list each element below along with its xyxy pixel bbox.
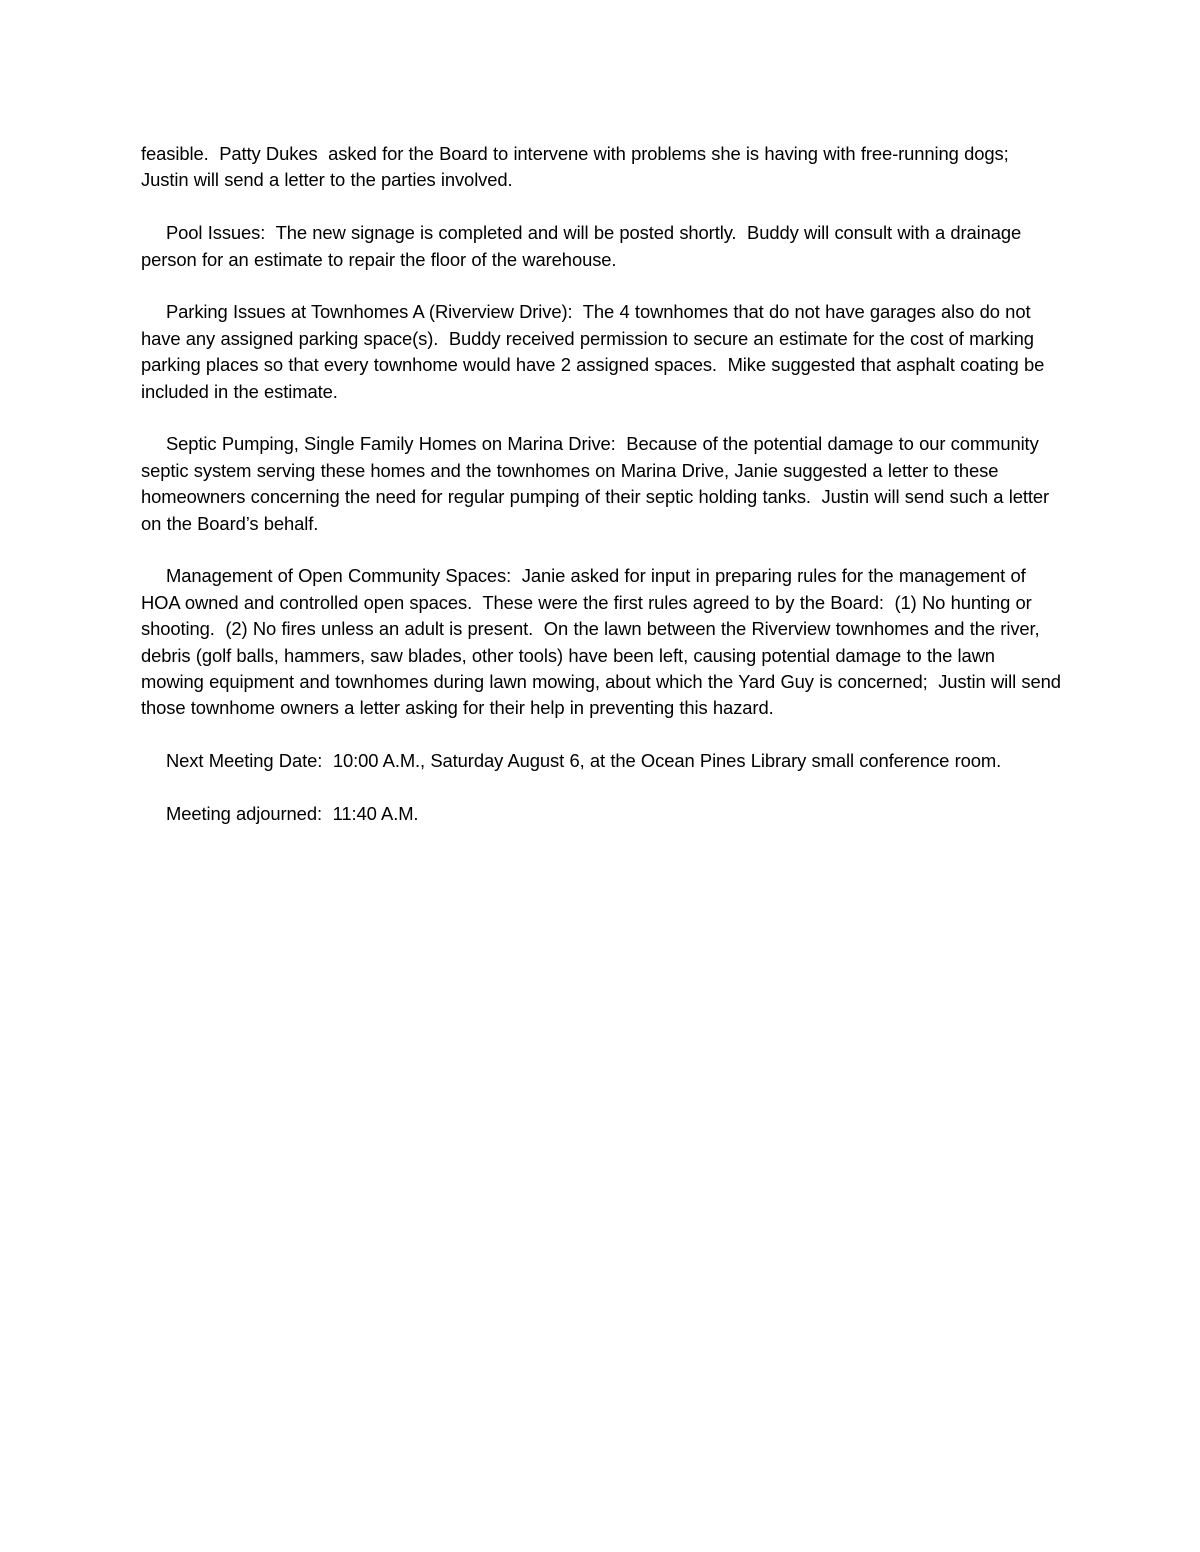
paragraph-pool-issues <box>141 220 1061 273</box>
paragraph-septic-pumping <box>141 431 1061 537</box>
paragraph-text: Pool Issues: The new signage is completed and will be posted shortly. Buddy will consult with a drainage person for an estimate to repair the floor of the warehouse. <box>141 222 1027 270</box>
paragraph-open-community-spaces <box>141 563 1067 721</box>
paragraph-text: feasible. Patty Dukes asked for the Board to intervene with problems she is having with free-running dogs; Justin will send a letter to the parties involved. <box>141 143 1020 191</box>
paragraph-text: Management of Open Community Spaces: Janie asked for input in preparing rules for the management of HOA owned and controlled open spaces. These were the first rules agreed to by the Board: (1) No hunting or shooting. (2) No fires unless an adult is present. On the lawn between the Riverview townhomes and the river, debris (golf balls, hammers, saw blades, other tools) have been left, causing potential damage to the lawn mowing equipment and townhomes during lawn mowing, about which the Yard Guy is concerned; Justin will send those townhome owners a letter asking for their help in preventing this hazard. <box>141 565 1067 719</box>
paragraph-meeting-adjourned <box>141 801 1061 827</box>
paragraph-text: Septic Pumping, Single Family Homes on Marina Drive: Because of the potential damage to our community septic system serving these homes and the townhomes on Marina Drive, Janie suggested a letter to these homeowners concerning the need for regular pumping of their septic holding tanks. Justin will send such a letter on the Board’s behalf. <box>141 433 1055 534</box>
paragraph-text: Meeting adjourned: 11:40 A.M. <box>166 803 419 825</box>
paragraph-continued-feasible <box>141 141 1061 194</box>
paragraph-next-meeting-date <box>141 748 1061 774</box>
paragraph-parking-issues <box>141 299 1061 405</box>
paragraph-text: Parking Issues at Townhomes A (Riverview Drive): The 4 townhomes that do not have garages also do not have any assigned parking space(s). Buddy received permission to secure an estimate for the cost of marking parking places so that every townhome would have 2 assigned spaces. Mike suggested that asphalt coating be included in the estimate. <box>141 301 1050 402</box>
document-body <box>141 141 1067 854</box>
paragraph-text: Next Meeting Date: 10:00 A.M., Saturday August 6, at the Ocean Pines Library small conference room. <box>166 750 1002 772</box>
